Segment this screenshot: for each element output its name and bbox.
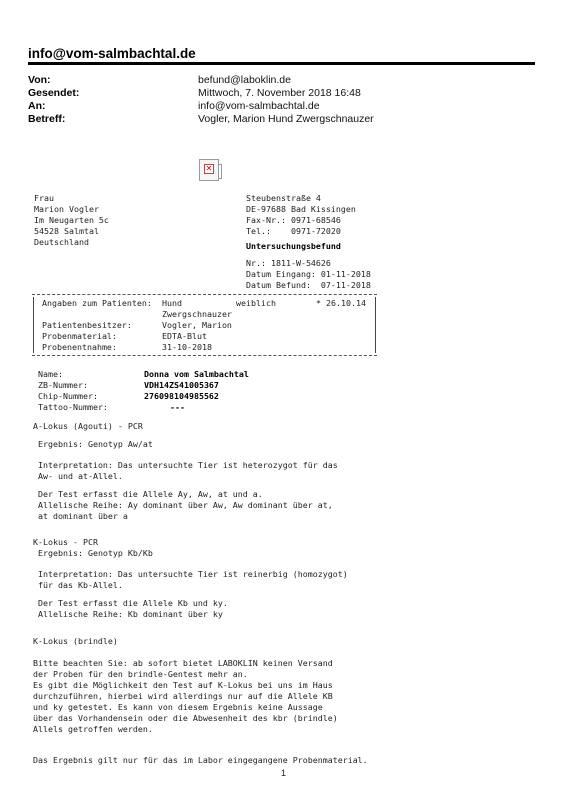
header-label-from: Von: <box>28 74 51 86</box>
body-line: Bitte beachten Sie: ab sofort bietet LABOKLIN keinen Versand <box>33 658 333 668</box>
tattoo-value: --- <box>170 402 185 412</box>
body-line: Allelische Reihe: Kb dominant über ky <box>38 609 223 619</box>
recipient-line: Deutschland <box>34 237 89 247</box>
header-label-to: An: <box>28 100 46 112</box>
material-label: Probenmaterial: <box>42 331 117 341</box>
body-line: at dominant über a <box>38 511 128 521</box>
recipient-line: Marion Vogler <box>34 204 99 214</box>
chip-label: Chip-Nummer: <box>38 391 98 401</box>
sample-date-label: Probenentnahme: <box>42 342 117 352</box>
owner-label: Patientenbesitzer: <box>42 320 132 330</box>
body-line: Der Test erfasst die Allele Ay, Aw, at und a. <box>38 489 263 499</box>
result-a-locus: Ergebnis: Genotyp Aw/at <box>38 439 153 449</box>
lab-address-line: Fax-Nr.: 0971-68546 <box>246 215 341 225</box>
sample-date-value: 31-10-2018 <box>162 342 212 352</box>
body-line: durchzuführen, hierbei wird allerdings nur auf die Allele KB <box>33 691 333 701</box>
chip-value: 276098104985562 <box>144 391 219 401</box>
broken-image-icon[interactable] <box>199 159 219 181</box>
header-value-sent: Mittwoch, 7. November 2018 16:48 <box>198 87 361 99</box>
lab-address-line: DE-97688 Bad Kissingen <box>246 204 356 214</box>
header-value-from[interactable]: befund@laboklin.de <box>198 74 291 86</box>
section-heading-brindle: K-Lokus (brindle) <box>33 636 118 646</box>
zb-value: VDH14ZS41005367 <box>144 380 219 390</box>
body-line: Es gibt die Möglichkeit den Test auf K-Lokus bei uns im Haus <box>33 680 333 690</box>
body-line: Interpretation: Das untersuchte Tier ist heterozygot für das <box>38 460 338 470</box>
result-k-locus: Ergebnis: Genotyp Kb/Kb <box>38 548 153 558</box>
recipient-line: Frau <box>34 193 54 203</box>
animal-name-value: Donna vom Salmbachtal <box>144 369 249 379</box>
patient-sex: weiblich <box>236 298 276 308</box>
patient-heading: Angaben zum Patienten: <box>42 298 152 308</box>
box-right-border <box>375 297 376 353</box>
patient-breed: Zwergschnauzer <box>162 309 232 319</box>
email-account-title: info@vom-salmbachtal.de <box>28 46 196 61</box>
body-line: und ky getestet. Es kann von diesem Ergebnis keine Aussage <box>33 702 323 712</box>
attachment-tab <box>218 164 222 179</box>
report-number-line: Nr.: 1811-W-54626 <box>246 258 331 268</box>
report-number-line: Datum Eingang: 01-11-2018 <box>246 269 371 279</box>
page-number: 1 <box>281 768 287 778</box>
header-divider <box>28 62 535 65</box>
report-title: Untersuchungsbefund <box>246 241 341 251</box>
owner-value: Vogler, Marion <box>162 320 232 330</box>
header-label-sent: Gesendet: <box>28 87 80 99</box>
recipient-line: Im Neugarten 5c <box>34 215 109 225</box>
body-line: Allelische Reihe: Ay dominant über Aw, Aw dominant über at, <box>38 500 333 510</box>
body-line: der Proben für den brindle-Gentest mehr an. <box>33 669 248 679</box>
section-heading-k-locus: K-Lokus - PCR <box>33 537 98 547</box>
body-line: für das Kb-Allel. <box>38 580 123 590</box>
disclaimer: Das Ergebnis gilt nur für das im Labor eingegangene Probenmaterial. <box>33 755 368 765</box>
broken-image-x-icon: ✕ <box>205 164 213 173</box>
body-line: Aw- und at-Allel. <box>38 471 123 481</box>
recipient-line: 54528 Salmtal <box>34 226 99 236</box>
report-number-line: Datum Befund: 07-11-2018 <box>246 280 371 290</box>
body-line: Interpretation: Das untersuchte Tier ist reinerbig (homozygot) <box>38 569 348 579</box>
box-top-border <box>32 294 377 295</box>
material-value: EDTA-Blut <box>162 331 207 341</box>
header-value-to[interactable]: info@vom-salmbachtal.de <box>198 100 320 112</box>
lab-address-line: Steubenstraße 4 <box>246 193 321 203</box>
body-line: Der Test erfasst die Allele Kb und ky. <box>38 598 228 608</box>
header-value-subject: Vogler, Marion Hund Zwergschnauzer <box>198 113 374 125</box>
box-left-border <box>33 297 34 353</box>
lab-address-line: Tel.: 0971-72020 <box>246 226 341 236</box>
animal-name-label: Name: <box>38 369 63 379</box>
patient-species: Hund <box>162 298 182 308</box>
patient-birth: * 26.10.14 <box>316 298 366 308</box>
body-line: über das Vorhandensein oder die Abwesenheit des kbr (brindle) <box>33 713 338 723</box>
section-heading-a-locus: A-Lokus (Agouti) - PCR <box>33 421 143 431</box>
box-bottom-border <box>32 355 377 356</box>
tattoo-label: Tattoo-Nummer: <box>38 402 108 412</box>
header-label-subject: Betreff: <box>28 113 66 125</box>
zb-label: ZB-Nummer: <box>38 380 88 390</box>
body-line: Allels getroffen werden. <box>33 724 153 734</box>
